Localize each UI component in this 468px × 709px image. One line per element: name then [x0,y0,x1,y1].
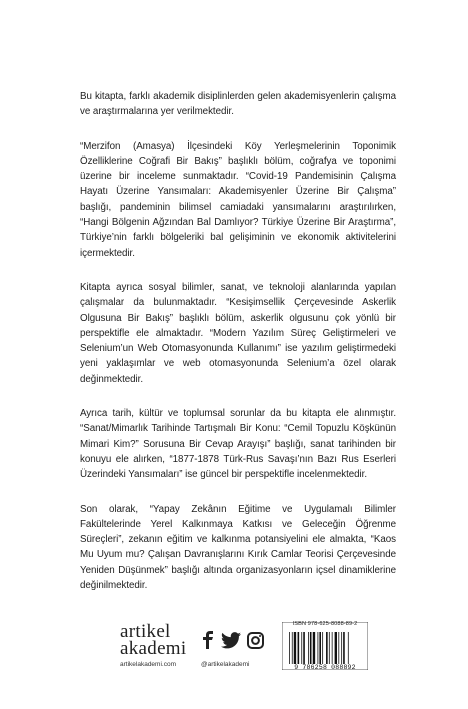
paragraph-geography-pandemic: “Merzifon (Amasya) İlçesindeki Köy Yerleşmelerinin Toponimik Özelliklerine Coğrafi Bir Bakış” başlıklı bölüm, coğrafya ve toponimi üzerine bir inceleme sunmaktadır. “Covid-19 Pandemisinin Çalışma Hayatı Üzerine Yansımaları: Akademisyenler Üzerine Bir Çalışma” başlığı, pandeminin bilimsel camiadaki yansımalarını araştırılırken, “Hangi Bölgenin Ağzından Bal Damlıyor? Türkiye Üzerine Bir Araştırma”, Türkiye’nin farklı bölgeleriki bal gelişiminin ve ekonomik aktivitelerini içermektedir. [80,140,396,259]
paragraph-conclusion: Son olarak, “Yapay Zekânın Eğitime ve Uygulamalı Bilimler Fakültelerinde Yerel Kalkınmaya Katkısı ve Geleceğin Öğrenme Süreçleri”, zekanın eğitim ve kalkınma potansiyelini ele almakta, “Kaos Mu Uyum mu? Çalışan Davranışlarını Kırık Camlar Teorisi Çerçevesinde Yeniden Düşünmek” başlığı altında organizasyonların içsel dinamiklerine değinilmektedir. [80,503,396,592]
publisher-logo [120,622,190,662]
social-handle: @artikelakademi [201,661,250,668]
paragraph-social-tech: Kitapta ayrıca sosyal bilimler, sanat, ve teknoloji alanlarında yapılan çalışmalar da bulunmaktadır. “Kesişimsellik Çerçevesinde Askerlik Olgusuna Bir Bakış” başlıklı bölüm, askerlik olgusunu çok yönlü bir perspektifle ele almaktadır. “Modern Yazılım Süreç Geliştirmeleri ve Selenium’un Web Otomasyonunda Kullanımı” ise yazılım geliştirmedeki yeni yaklaşımlar ve web otomasyonunda Selenium’a özel olarak değinmektedir. [80,281,396,385]
back-cover-text [80,89,396,612]
barcode [282,622,368,670]
instagram-icon [247,632,264,649]
paragraph-intro: Bu kitapta, farklı akademik disiplinlerden gelen akademisyenlerin çalışma ve araştırmalarına yer verilmektedir. [80,91,396,118]
twitter-icon [221,632,241,649]
paragraph-history-culture: Ayrıca tarih, kültür ve toplumsal sorunlar da bu kitapta ele alınmıştır. “Sanat/Mimarlık Tarihinde Tartışmalı Bir Konu: “Cemil Topuzlu Köşkünün Mimari Kim?” Sorusuna Bir Cevap Arayışı” başlığı, sanat tarihinden bir konuyu ele alırken, “1877-1878 Türk-Rus Savaşı’nın Bazı Rus Eserleri Üzerindeki Yansımaları” ise güncel bir perspektifle incelenmektedir. [80,408,396,481]
social-icons [201,628,271,652]
publisher-logo-line1: artikel [120,621,171,642]
ean-digits: 9 786258 088892 [294,664,356,671]
facebook-icon [201,631,215,649]
publisher-website: artikelakademi.com [120,661,176,668]
publisher-logo-line2: akademi [120,638,187,659]
isbn-label: ISBN 978-625-8088-89-2 [292,621,358,627]
